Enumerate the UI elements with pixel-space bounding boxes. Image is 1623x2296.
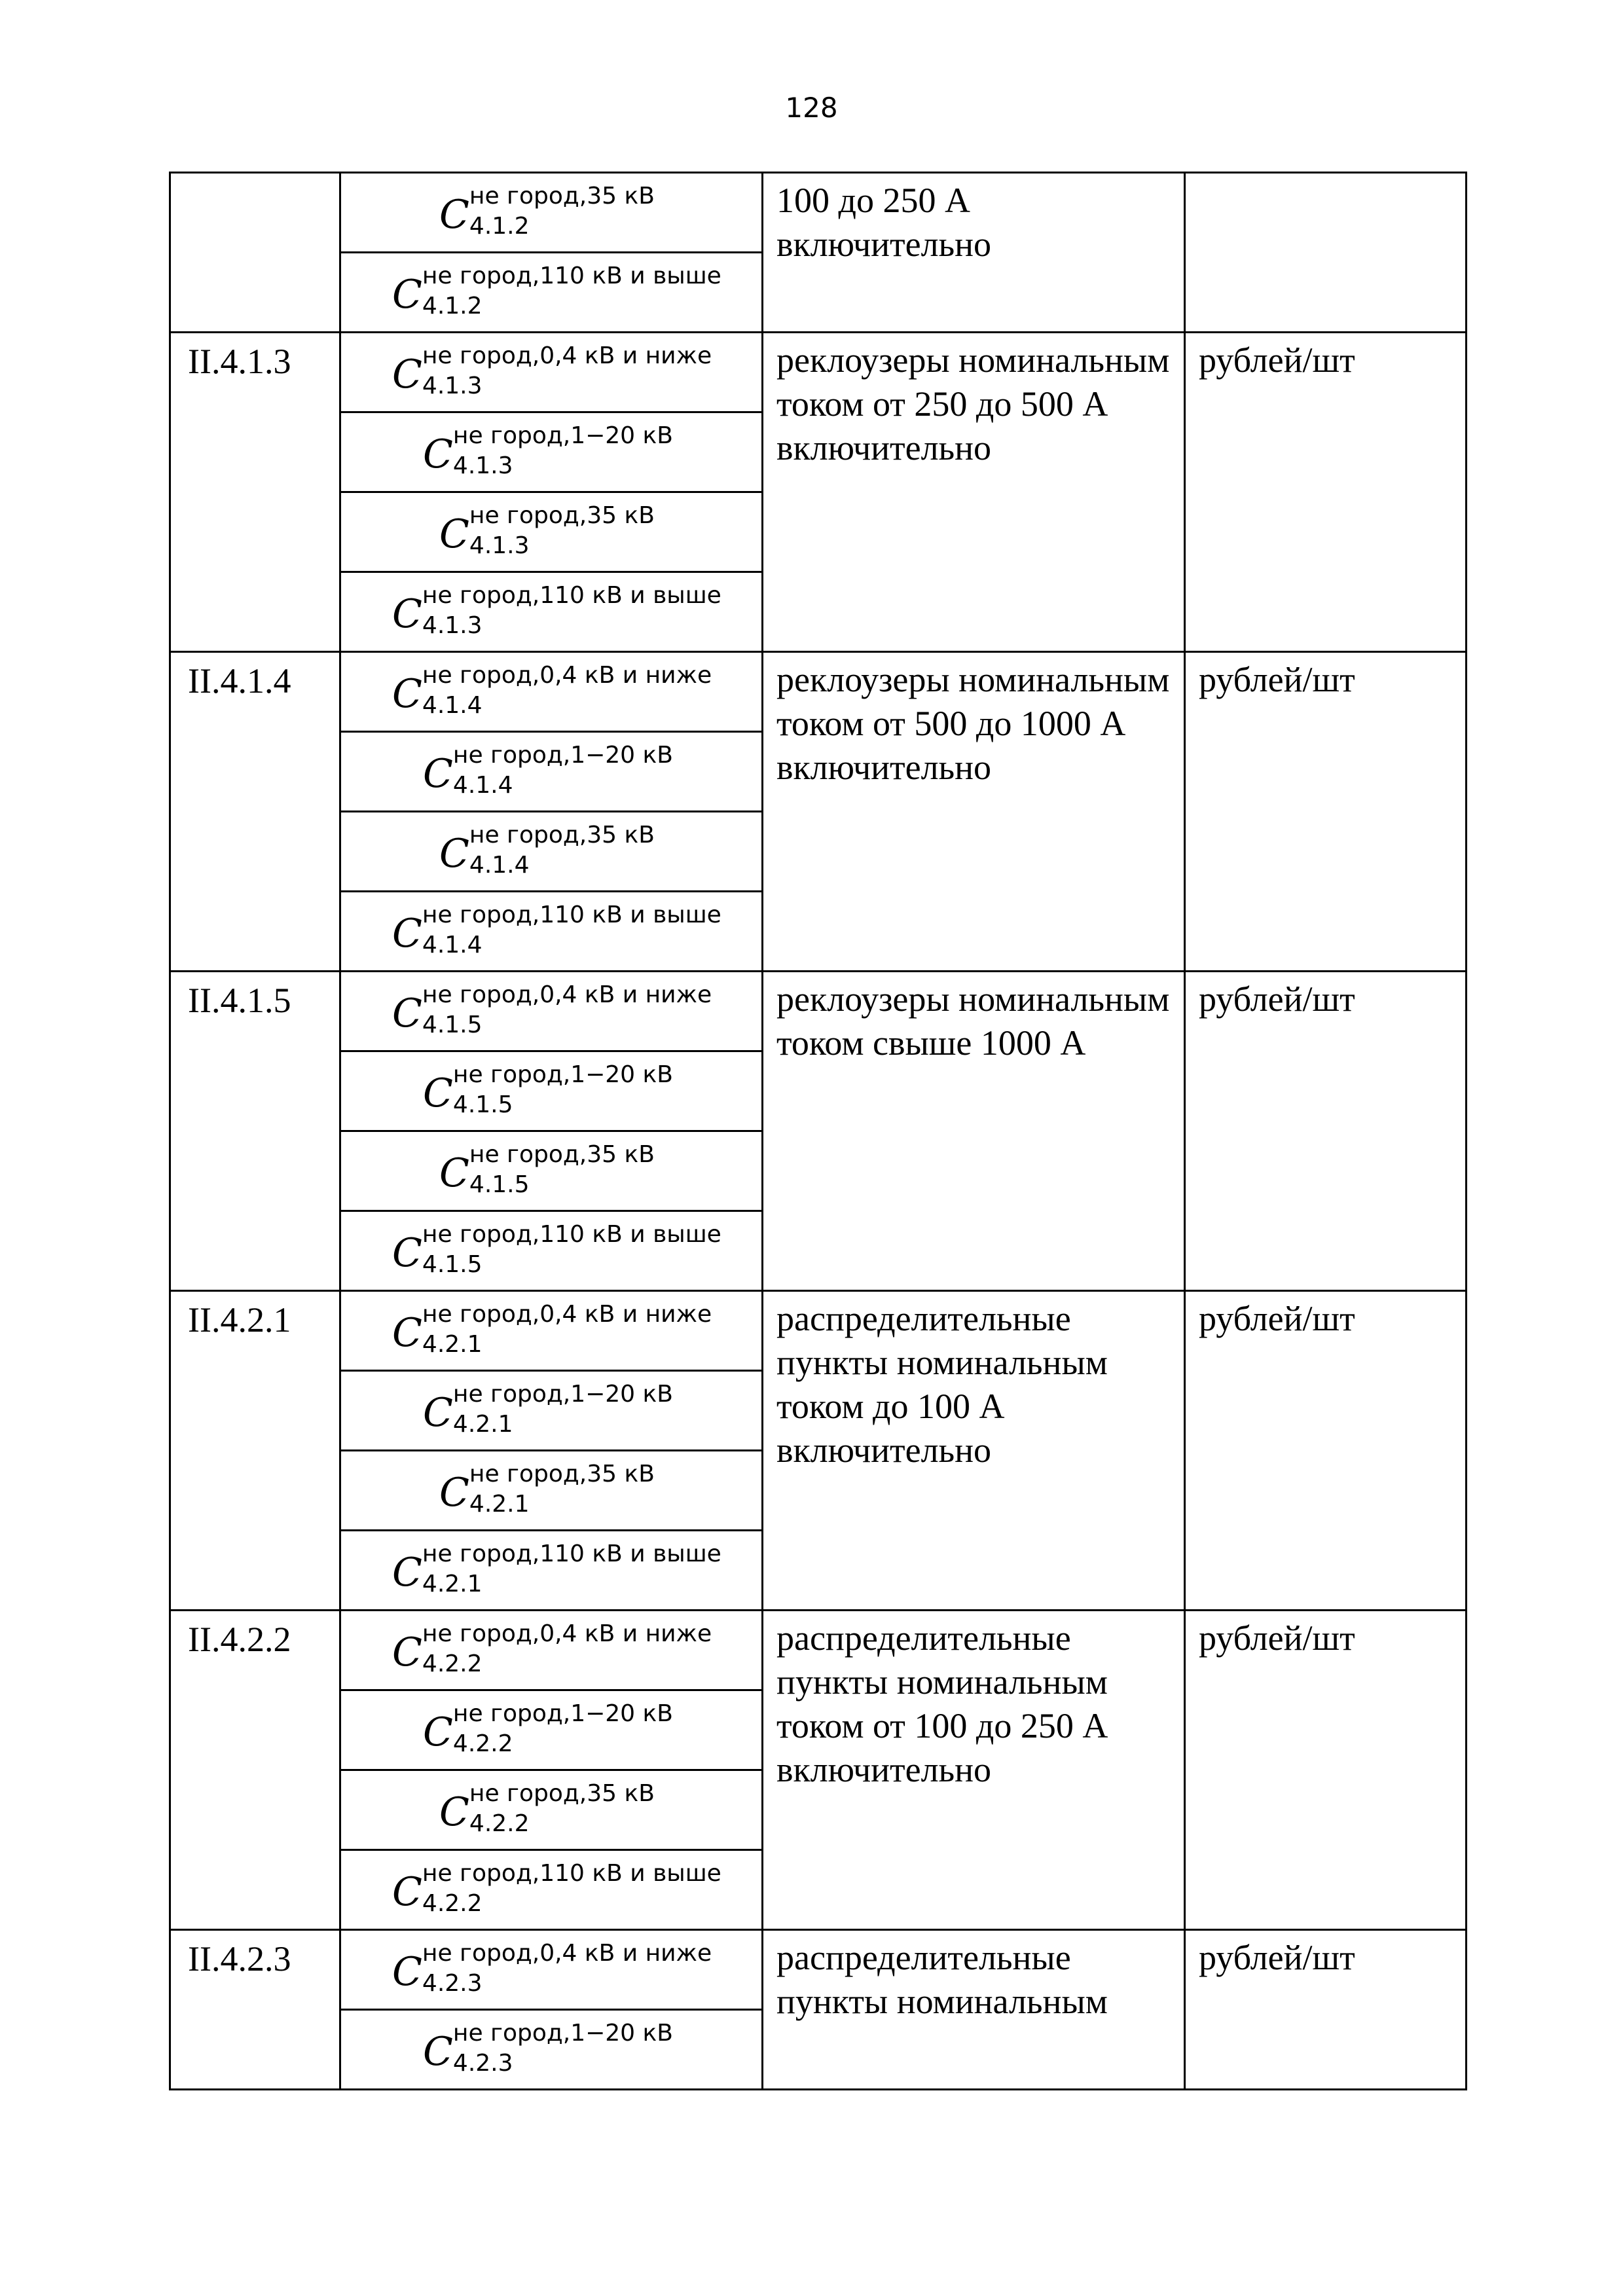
formula-symbol: C (392, 272, 422, 318)
formula-symbol: C (392, 1550, 422, 1595)
formula-scripts (469, 501, 655, 561)
formula-scripts (469, 181, 655, 242)
formula (423, 2018, 673, 2079)
row-code: II.4.1.5 (170, 972, 340, 1291)
table-row (170, 1930, 1467, 2010)
formula-scripts (422, 1300, 712, 1360)
formula-subscript: 4.1.2 (422, 293, 483, 319)
formula (439, 181, 655, 242)
row-description: реклоузеры номинальным током от 500 до 1000 А включительно (763, 652, 1185, 972)
formula-superscript: не город,35 кВ (469, 822, 655, 848)
row-unit (1185, 173, 1467, 333)
formula-scripts (422, 661, 712, 721)
formula-cell (340, 1930, 763, 2010)
formula-superscript: не город,0,4 кВ и ниже (422, 981, 712, 1008)
formula-symbol: C (392, 991, 422, 1036)
formula-superscript: не город,35 кВ (469, 502, 655, 529)
formula-subscript: 4.2.3 (452, 2050, 513, 2077)
table-row (170, 972, 1467, 1051)
formula (423, 1379, 673, 1440)
formula-scripts (453, 1379, 673, 1440)
row-description: реклоузеры номинальным током свыше 1000 А (763, 972, 1185, 1291)
formula (439, 1459, 655, 1520)
formula-cell (340, 173, 763, 253)
formula-scripts (469, 1140, 655, 1200)
formula-symbol: C (392, 1310, 422, 1356)
formula-symbol: C (423, 2029, 453, 2075)
formula-symbol: C (423, 751, 453, 797)
formula-subscript: 4.1.4 (469, 852, 530, 879)
row-description: распределительные пункты номинальным (763, 1930, 1185, 2090)
formula-cell (340, 1611, 763, 1690)
formula-subscript: 4.2.1 (422, 1571, 483, 1597)
formula-superscript: не город,35 кВ (469, 183, 655, 210)
formula-cell (340, 1770, 763, 1850)
formula (392, 341, 712, 401)
formula-symbol: C (423, 1709, 453, 1755)
row-description: распределительные пункты номинальным током до 100 А включительно (763, 1291, 1185, 1611)
tariff-table (169, 172, 1467, 2090)
row-unit: рублей/шт (1185, 652, 1467, 972)
formula-cell (340, 1211, 763, 1291)
row-code: II.4.1.4 (170, 652, 340, 972)
formula-scripts (422, 980, 712, 1040)
table-row (170, 1291, 1467, 1371)
formula-scripts (422, 581, 721, 641)
formula-symbol: C (423, 1070, 453, 1116)
formula (439, 1140, 655, 1200)
formula-symbol: C (392, 671, 422, 717)
formula-symbol: C (392, 1230, 422, 1276)
formula-cell (340, 1850, 763, 1930)
formula (392, 1220, 721, 1280)
formula-cell (340, 812, 763, 892)
formula-cell (340, 492, 763, 572)
formula (439, 1779, 655, 1839)
formula-superscript: не город,110 кВ и выше (422, 1860, 721, 1887)
formula (423, 740, 673, 801)
page-number: 128 (785, 92, 838, 124)
formula-cell (340, 1690, 763, 1770)
formula-subscript: 4.2.2 (469, 1810, 530, 1837)
formula-subscript: 4.1.3 (452, 452, 513, 479)
formula (423, 1699, 673, 1759)
formula-superscript: не город,110 кВ и выше (422, 902, 721, 928)
table-row (170, 173, 1467, 253)
table-body (170, 173, 1467, 2090)
formula-cell (340, 412, 763, 492)
formula-cell (340, 652, 763, 732)
formula-subscript: 4.1.5 (452, 1091, 513, 1118)
formula-symbol: C (439, 1470, 469, 1516)
formula (392, 661, 712, 721)
formula-superscript: не город,110 кВ и выше (422, 582, 721, 609)
formula-superscript: не город,1−20 кВ (452, 2020, 673, 2047)
formula-superscript: не город,35 кВ (469, 1141, 655, 1168)
formula-scripts (422, 341, 712, 401)
formula-scripts (422, 261, 721, 321)
formula (423, 1060, 673, 1120)
formula-scripts (453, 740, 673, 801)
formula (439, 820, 655, 881)
row-code: II.4.2.1 (170, 1291, 340, 1611)
formula-symbol: C (439, 192, 469, 238)
row-description: распределительные пункты номинальным током от 100 до 250 А включительно (763, 1611, 1185, 1930)
formula-symbol: C (439, 831, 469, 877)
formula-cell (340, 572, 763, 652)
formula-cell (340, 1451, 763, 1531)
formula-symbol: C (392, 1630, 422, 1675)
formula-superscript: не город,35 кВ (469, 1780, 655, 1807)
formula-symbol: C (423, 1390, 453, 1436)
formula-subscript: 4.2.1 (452, 1411, 513, 1438)
formula-subscript: 4.2.2 (452, 1730, 513, 1757)
formula-subscript: 4.2.2 (422, 1650, 483, 1677)
formula-cell (340, 1131, 763, 1211)
formula-superscript: не город,110 кВ и выше (422, 263, 721, 289)
formula (392, 1939, 712, 1999)
formula-scripts (469, 1459, 655, 1520)
formula-subscript: 4.2.3 (422, 1970, 483, 1997)
formula-scripts (453, 2018, 673, 2079)
table-row (170, 333, 1467, 412)
formula (392, 1539, 721, 1599)
row-unit: рублей/шт (1185, 1611, 1467, 1930)
row-code: II.4.1.3 (170, 333, 340, 652)
formula-scripts (422, 1539, 721, 1599)
formula-superscript: не город,35 кВ (469, 1461, 655, 1487)
formula-scripts (469, 820, 655, 881)
formula-subscript: 4.1.4 (422, 692, 483, 719)
row-description: реклоузеры номинальным током от 250 до 500 А включительно (763, 333, 1185, 652)
row-unit: рублей/шт (1185, 1930, 1467, 2090)
formula (392, 1619, 712, 1679)
formula-scripts (422, 1619, 712, 1679)
row-unit: рублей/шт (1185, 1291, 1467, 1611)
row-unit: рублей/шт (1185, 333, 1467, 652)
formula-symbol: C (392, 1869, 422, 1915)
formula-cell (340, 2010, 763, 2090)
formula-superscript: не город,1−20 кВ (452, 1700, 673, 1727)
formula-symbol: C (423, 431, 453, 477)
formula (439, 501, 655, 561)
formula-subscript: 4.1.3 (422, 373, 483, 399)
formula-scripts (453, 1699, 673, 1759)
formula-symbol: C (392, 911, 422, 957)
formula-scripts (453, 1060, 673, 1120)
formula-scripts (453, 421, 673, 481)
formula-subscript: 4.1.5 (422, 1251, 483, 1278)
formula (392, 1300, 712, 1360)
formula-cell (340, 972, 763, 1051)
formula-subscript: 4.1.5 (422, 1011, 483, 1038)
table-row (170, 1611, 1467, 1690)
formula-cell (340, 253, 763, 333)
formula-cell (340, 892, 763, 972)
formula-subscript: 4.2.2 (422, 1890, 483, 1917)
formula-symbol: C (439, 511, 469, 557)
formula-cell (340, 732, 763, 812)
formula (392, 261, 721, 321)
formula-cell (340, 1371, 763, 1451)
formula-subscript: 4.2.1 (422, 1331, 483, 1358)
row-unit: рублей/шт (1185, 972, 1467, 1291)
formula-superscript: не город,110 кВ и выше (422, 1221, 721, 1248)
formula-scripts (422, 1939, 712, 1999)
formula-superscript: не город,0,4 кВ и ниже (422, 662, 712, 689)
formula-subscript: 4.1.4 (422, 932, 483, 958)
formula-superscript: не город,110 кВ и выше (422, 1540, 721, 1567)
formula-superscript: не город,0,4 кВ и ниже (422, 1620, 712, 1647)
formula-scripts (422, 1859, 721, 1919)
formula-cell (340, 333, 763, 412)
formula-symbol: C (392, 1949, 422, 1995)
formula-subscript: 4.2.1 (469, 1491, 530, 1518)
row-code: II.4.2.2 (170, 1611, 340, 1930)
formula (392, 1859, 721, 1919)
formula-superscript: не город,1−20 кВ (452, 1061, 673, 1088)
formula (392, 581, 721, 641)
formula-cell (340, 1051, 763, 1131)
formula-superscript: не город,1−20 кВ (452, 1381, 673, 1408)
formula-superscript: не город,1−20 кВ (452, 742, 673, 769)
formula-superscript: не город,0,4 кВ и ниже (422, 1940, 712, 1967)
formula-scripts (422, 1220, 721, 1280)
formula-symbol: C (392, 591, 422, 637)
row-code: II.4.2.3 (170, 1930, 340, 2090)
formula-subscript: 4.1.3 (422, 612, 483, 639)
formula-subscript: 4.1.5 (469, 1171, 530, 1198)
formula-symbol: C (392, 352, 422, 397)
formula-scripts (469, 1779, 655, 1839)
row-description: 100 до 250 А включительно (763, 173, 1185, 333)
formula (392, 900, 721, 960)
formula-cell (340, 1291, 763, 1371)
formula-superscript: не город,0,4 кВ и ниже (422, 1301, 712, 1328)
formula-superscript: не город,1−20 кВ (452, 422, 673, 449)
formula-symbol: C (439, 1789, 469, 1835)
formula (423, 421, 673, 481)
formula-subscript: 4.1.3 (469, 532, 530, 559)
formula-superscript: не город,0,4 кВ и ниже (422, 342, 712, 369)
formula-subscript: 4.1.2 (469, 213, 530, 240)
formula-subscript: 4.1.4 (452, 772, 513, 799)
table-row (170, 652, 1467, 732)
formula-cell (340, 1531, 763, 1611)
formula-scripts (422, 900, 721, 960)
formula-symbol: C (439, 1150, 469, 1196)
row-code (170, 173, 340, 333)
formula (392, 980, 712, 1040)
